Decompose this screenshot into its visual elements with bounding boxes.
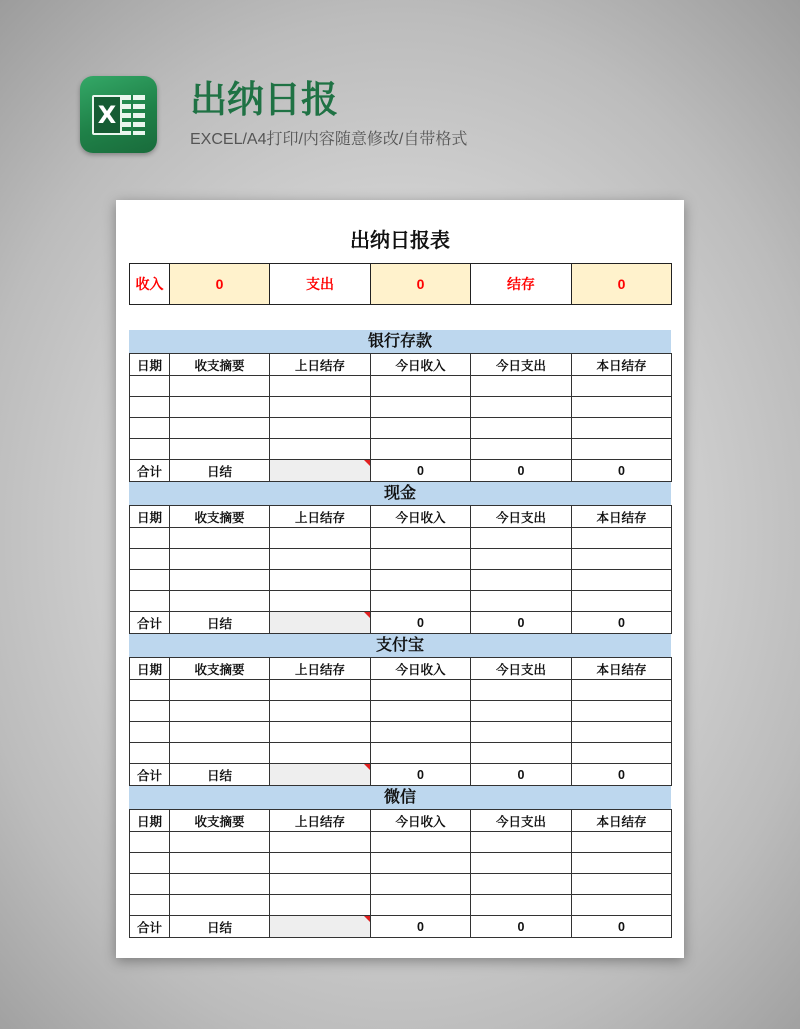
- table-cell[interactable]: [270, 376, 371, 397]
- table-cell[interactable]: [572, 680, 672, 701]
- table-row: [130, 874, 672, 895]
- page-title: 出纳日报: [190, 79, 338, 120]
- table-cell[interactable]: [572, 570, 672, 591]
- table-cell[interactable]: [270, 874, 371, 895]
- table-cell[interactable]: [270, 743, 371, 764]
- total-cell: 0: [572, 460, 672, 482]
- table-cell[interactable]: [130, 722, 170, 743]
- table-row: [130, 680, 672, 701]
- column-header: 收支摘要: [170, 354, 270, 376]
- table-cell[interactable]: [270, 397, 371, 418]
- table-cell[interactable]: [170, 376, 270, 397]
- locked-cell: [270, 612, 371, 634]
- column-header: 今日支出: [471, 506, 572, 528]
- table-cell[interactable]: [170, 853, 270, 874]
- table-cell[interactable]: [170, 701, 270, 722]
- ledger-table: [129, 505, 672, 634]
- table-cell[interactable]: [572, 591, 672, 612]
- sheet-title: 出纳日报表: [350, 230, 450, 252]
- comment-marker-icon: [364, 764, 370, 770]
- table-cell[interactable]: [170, 832, 270, 853]
- total-row: [130, 764, 672, 786]
- column-header: 本日结存: [572, 658, 672, 680]
- column-header: 今日收入: [371, 810, 471, 832]
- table-cell[interactable]: [130, 397, 170, 418]
- table-cell[interactable]: [471, 832, 572, 853]
- total-cell: 0: [572, 612, 672, 634]
- total-cell: 0: [371, 764, 471, 786]
- column-header: 上日结存: [270, 506, 371, 528]
- table-cell[interactable]: [471, 853, 572, 874]
- table-cell[interactable]: [572, 701, 672, 722]
- table-row: [130, 701, 672, 722]
- table-row: [130, 376, 672, 397]
- total-cell: 合计: [130, 916, 170, 938]
- table-cell[interactable]: [130, 528, 170, 549]
- total-cell: 0: [371, 612, 471, 634]
- table-cell[interactable]: [130, 418, 170, 439]
- section-title: 银行存款: [129, 330, 671, 353]
- table-cell[interactable]: [130, 874, 170, 895]
- table-cell[interactable]: [471, 874, 572, 895]
- table-cell[interactable]: [572, 397, 672, 418]
- table-row: [130, 743, 672, 764]
- table-cell[interactable]: [371, 439, 471, 460]
- table-row: [130, 528, 672, 549]
- table-cell[interactable]: [471, 591, 572, 612]
- table-cell[interactable]: [170, 680, 270, 701]
- table-cell[interactable]: [270, 722, 371, 743]
- table-cell[interactable]: [130, 832, 170, 853]
- summary-value: 0: [371, 264, 471, 305]
- table-cell[interactable]: [471, 397, 572, 418]
- table-cell[interactable]: [371, 874, 471, 895]
- table-row: [130, 418, 672, 439]
- locked-cell: [270, 916, 371, 938]
- table-cell[interactable]: [572, 722, 672, 743]
- section-title: 现金: [129, 482, 671, 505]
- table-cell[interactable]: [371, 722, 471, 743]
- table-cell[interactable]: [170, 397, 270, 418]
- ledger-section: [129, 330, 671, 482]
- column-header: 收支摘要: [170, 658, 270, 680]
- table-cell[interactable]: [471, 680, 572, 701]
- total-row: [130, 460, 672, 482]
- total-cell: 合计: [130, 764, 170, 786]
- ledger-table: [129, 353, 672, 482]
- table-cell[interactable]: [471, 722, 572, 743]
- total-cell: 0: [471, 916, 572, 938]
- total-row: [130, 612, 672, 634]
- column-header: 上日结存: [270, 354, 371, 376]
- table-cell[interactable]: [572, 895, 672, 916]
- total-cell: 合计: [130, 460, 170, 482]
- summary-label: 收入: [130, 264, 170, 305]
- table-cell[interactable]: [270, 549, 371, 570]
- table-cell[interactable]: [270, 570, 371, 591]
- column-header: 日期: [130, 506, 170, 528]
- column-header: 日期: [130, 658, 170, 680]
- table-cell[interactable]: [170, 743, 270, 764]
- column-header: 收支摘要: [170, 506, 270, 528]
- column-header: 本日结存: [572, 506, 672, 528]
- table-cell[interactable]: [572, 874, 672, 895]
- column-header: 上日结存: [270, 810, 371, 832]
- table-cell[interactable]: [371, 397, 471, 418]
- sheet-preview: [116, 200, 684, 958]
- table-cell[interactable]: [130, 680, 170, 701]
- column-header: 日期: [130, 810, 170, 832]
- table-cell[interactable]: [371, 680, 471, 701]
- table-cell[interactable]: [572, 439, 672, 460]
- table-cell[interactable]: [130, 376, 170, 397]
- table-cell[interactable]: [471, 570, 572, 591]
- table-cell[interactable]: [270, 418, 371, 439]
- column-header: 本日结存: [572, 354, 672, 376]
- total-cell: 0: [471, 612, 572, 634]
- table-cell[interactable]: [572, 376, 672, 397]
- table-cell[interactable]: [270, 680, 371, 701]
- total-row: [130, 916, 672, 938]
- column-header-row: [130, 354, 672, 376]
- summary-value: 0: [572, 264, 672, 305]
- summary-row: [130, 264, 672, 305]
- table-cell[interactable]: [371, 591, 471, 612]
- column-header-row: [130, 506, 672, 528]
- column-header: 上日结存: [270, 658, 371, 680]
- column-header: 日期: [130, 354, 170, 376]
- column-header-row: [130, 810, 672, 832]
- table-cell[interactable]: [270, 528, 371, 549]
- excel-badge-icon: [92, 95, 122, 135]
- table-cell[interactable]: [572, 528, 672, 549]
- table-cell[interactable]: [371, 418, 471, 439]
- table-cell[interactable]: [572, 549, 672, 570]
- table-cell[interactable]: [572, 418, 672, 439]
- table-cell[interactable]: [371, 832, 471, 853]
- table-cell[interactable]: [471, 549, 572, 570]
- total-cell: 日结: [170, 612, 270, 634]
- column-header: 今日支出: [471, 354, 572, 376]
- table-cell[interactable]: [130, 895, 170, 916]
- ledger-section: [129, 634, 671, 786]
- table-cell[interactable]: [471, 439, 572, 460]
- table-cell[interactable]: [130, 591, 170, 612]
- total-cell: 合计: [130, 612, 170, 634]
- table-cell[interactable]: [170, 591, 270, 612]
- table-cell[interactable]: [572, 832, 672, 853]
- ledger-table: [129, 809, 672, 938]
- table-cell[interactable]: [270, 701, 371, 722]
- table-cell[interactable]: [170, 439, 270, 460]
- column-header: 今日支出: [471, 810, 572, 832]
- table-cell[interactable]: [170, 722, 270, 743]
- table-cell[interactable]: [371, 743, 471, 764]
- table-row: [130, 895, 672, 916]
- table-cell[interactable]: [371, 528, 471, 549]
- table-cell[interactable]: [270, 832, 371, 853]
- sheet-lines-icon: [120, 95, 145, 135]
- total-cell: 0: [471, 764, 572, 786]
- column-header: 本日结存: [572, 810, 672, 832]
- table-cell[interactable]: [371, 376, 471, 397]
- table-cell[interactable]: [371, 853, 471, 874]
- table-cell[interactable]: [270, 439, 371, 460]
- summary-label: 结存: [471, 264, 572, 305]
- table-cell[interactable]: [130, 743, 170, 764]
- total-cell: 0: [572, 764, 672, 786]
- table-row: [130, 570, 672, 591]
- summary-value: 0: [170, 264, 270, 305]
- comment-marker-icon: [364, 612, 370, 618]
- table-cell[interactable]: [371, 895, 471, 916]
- locked-cell: [270, 764, 371, 786]
- page-subtitle: EXCEL/A4打印/内容随意修改/自带格式: [190, 131, 468, 148]
- table-cell[interactable]: [270, 853, 371, 874]
- total-cell: 日结: [170, 916, 270, 938]
- ledger-sections: [129, 330, 671, 938]
- table-cell[interactable]: [270, 895, 371, 916]
- table-cell[interactable]: [572, 743, 672, 764]
- table-cell[interactable]: [170, 418, 270, 439]
- table-cell[interactable]: [371, 570, 471, 591]
- column-header: 今日收入: [371, 354, 471, 376]
- ledger-section: [129, 786, 671, 938]
- table-cell[interactable]: [572, 853, 672, 874]
- table-cell[interactable]: [471, 701, 572, 722]
- total-cell: 0: [471, 460, 572, 482]
- table-cell[interactable]: [130, 701, 170, 722]
- total-cell: 日结: [170, 764, 270, 786]
- table-cell[interactable]: [471, 376, 572, 397]
- table-cell[interactable]: [170, 874, 270, 895]
- table-row: [130, 832, 672, 853]
- table-cell[interactable]: [371, 701, 471, 722]
- table-cell[interactable]: [130, 549, 170, 570]
- table-cell[interactable]: [170, 528, 270, 549]
- table-row: [130, 853, 672, 874]
- ledger-table: [129, 657, 672, 786]
- comment-marker-icon: [364, 916, 370, 922]
- table-cell[interactable]: [130, 570, 170, 591]
- total-cell: 0: [371, 916, 471, 938]
- table-row: [130, 591, 672, 612]
- summary-table: [129, 263, 672, 305]
- summary-label: 支出: [270, 264, 371, 305]
- table-row: [130, 397, 672, 418]
- comment-marker-icon: [364, 460, 370, 466]
- table-row: [130, 549, 672, 570]
- section-title: 微信: [129, 786, 671, 809]
- excel-icon-letter: X: [97, 101, 117, 129]
- column-header: 收支摘要: [170, 810, 270, 832]
- table-cell[interactable]: [270, 591, 371, 612]
- table-cell[interactable]: [471, 895, 572, 916]
- table-cell[interactable]: [471, 743, 572, 764]
- table-cell[interactable]: [130, 853, 170, 874]
- section-title: 支付宝: [129, 634, 671, 657]
- table-cell[interactable]: [371, 549, 471, 570]
- column-header-row: [130, 658, 672, 680]
- ledger-section: [129, 482, 671, 634]
- column-header: 今日收入: [371, 506, 471, 528]
- table-cell[interactable]: [471, 528, 572, 549]
- column-header: 今日支出: [471, 658, 572, 680]
- total-cell: 日结: [170, 460, 270, 482]
- table-cell[interactable]: [170, 570, 270, 591]
- excel-icon: [80, 76, 157, 153]
- table-row: [130, 439, 672, 460]
- table-cell[interactable]: [170, 549, 270, 570]
- column-header: 今日收入: [371, 658, 471, 680]
- table-cell[interactable]: [170, 895, 270, 916]
- table-cell[interactable]: [471, 418, 572, 439]
- table-cell[interactable]: [130, 439, 170, 460]
- total-cell: 0: [572, 916, 672, 938]
- table-row: [130, 722, 672, 743]
- locked-cell: [270, 460, 371, 482]
- total-cell: 0: [371, 460, 471, 482]
